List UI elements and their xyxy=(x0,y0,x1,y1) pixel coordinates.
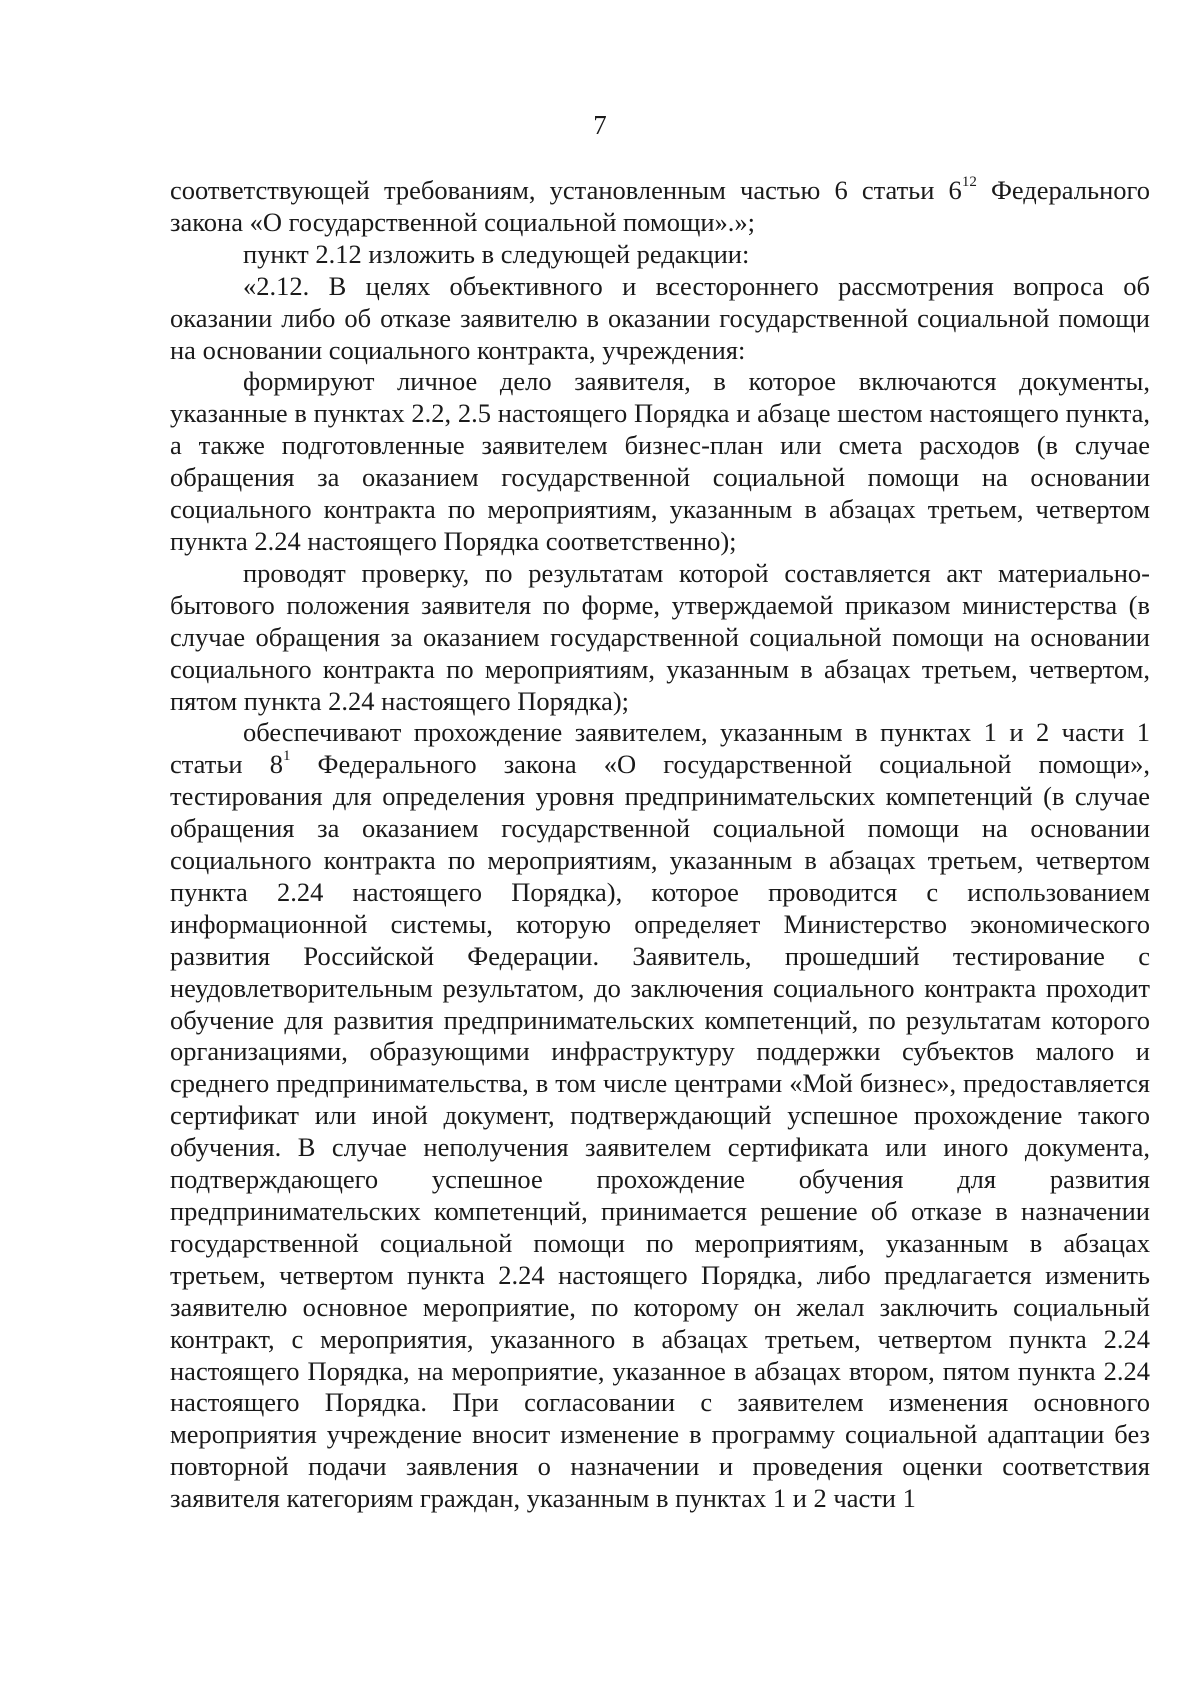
paragraph-testing xyxy=(170,717,1150,1515)
paragraph-instruction: пункт 2.12 изложить в следующей редакции: xyxy=(243,238,750,269)
paragraph-text: Федерального закона «О государственной социальной помощи».»; xyxy=(170,175,1150,237)
paragraph-text: соответствующей требованиям, установленным частью 6 статьи 6 xyxy=(170,175,962,205)
page-number: 7 xyxy=(593,110,607,140)
paragraph-inspection: проводят проверку, по результатам которой составляется акт материально-бытового положения заявителя по форме, утверждаемой приказом министерства (в случае обращения за оказанием государственной социальной помощи на основании социального контракта по мероприятиям, указанным в абзацах третьем, четвертом, пятом пункта 2.24 настоящего Порядка); xyxy=(170,557,1150,716)
superscript: 1 xyxy=(282,748,291,765)
document-body xyxy=(170,175,1150,1515)
paragraph-text: Федерального закона «О государственной социальной помощи», тестирования для определения уровня предпринимательских компетенций (в случае обращения за оказанием государственной социальной помощи на основании социального контракта по мероприятиям, указанным в абзацах третьем, четвертом пункта 2.24 настоящего Порядка), которое проводится с использованием информационной системы, которую определяет Министерство экономического развития Российской Федерации. Заявитель, прошедший тестирование с неудовлетворительным результатом, до заключения социального контракта проходит обучение для развития предпринимательских компетенций, по результатам которого организациями, образующими инфраструктуру поддержки субъектов малого и среднего предпринимательства, в том числе центрами «Мой бизнес», предоставляется сертификат или иной документ, подтверждающий успешное прохождение такого обучения. В случае неполучения заявителем сертификата или иного документа, подтверждающего успешное прохождение обучения для развития предпринимательских компетенций, принимается решение об отказе в назначении государственной социальной помощи по мероприятиям, указанным в абзацах третьем, четвертом пункта 2.24 настоящего Порядка, либо предлагается изменить заявителю основное мероприятие, по которому он желал заключить социальный контракт, с мероприятия, указанного в абзацах третьем, четвертом пункта 2.24 настоящего Порядка, на мероприятие, указанное в абзацах втором, пятом пункта 2.24 настоящего Порядка. При согласовании с заявителем изменения основного мероприятия учреждение вносит изменение в программу социальной адаптации без повторной подачи заявления о назначении и проведения оценки соответствия заявителя категориям граждан, указанным в пунктах 1 и 2 части 1 xyxy=(170,749,1151,1514)
paragraph-text: обеспечивают прохождение заявителем, указанным в пунктах 1 и 2 части 1 статьи 8 xyxy=(170,717,1150,780)
superscript: 12 xyxy=(961,174,977,190)
paragraph-personal-file: формируют личное дело заявителя, в которое включаются документы, указанные в пунктах 2.2, 2.5 настоящего Порядка и абзаце шестом настоящего пункта, а также подготовленные заявителем бизнес-план или смета расходов (в случае обращения за оказанием государственной социальной помощи на основании социального контракта по мероприятиям, указанным в абзацах третьем, четвертом пункта 2.24 настоящего Порядка соответственно); xyxy=(170,366,1150,556)
paragraph-continuation xyxy=(170,175,1150,239)
paragraph-clause-2-12: «2.12. В целях объективного и всестороннего рассмотрения вопроса об оказании либо об отказе заявителю в оказании государственной социальной помощи на основании социального контракта, учреждения: xyxy=(170,270,1150,365)
